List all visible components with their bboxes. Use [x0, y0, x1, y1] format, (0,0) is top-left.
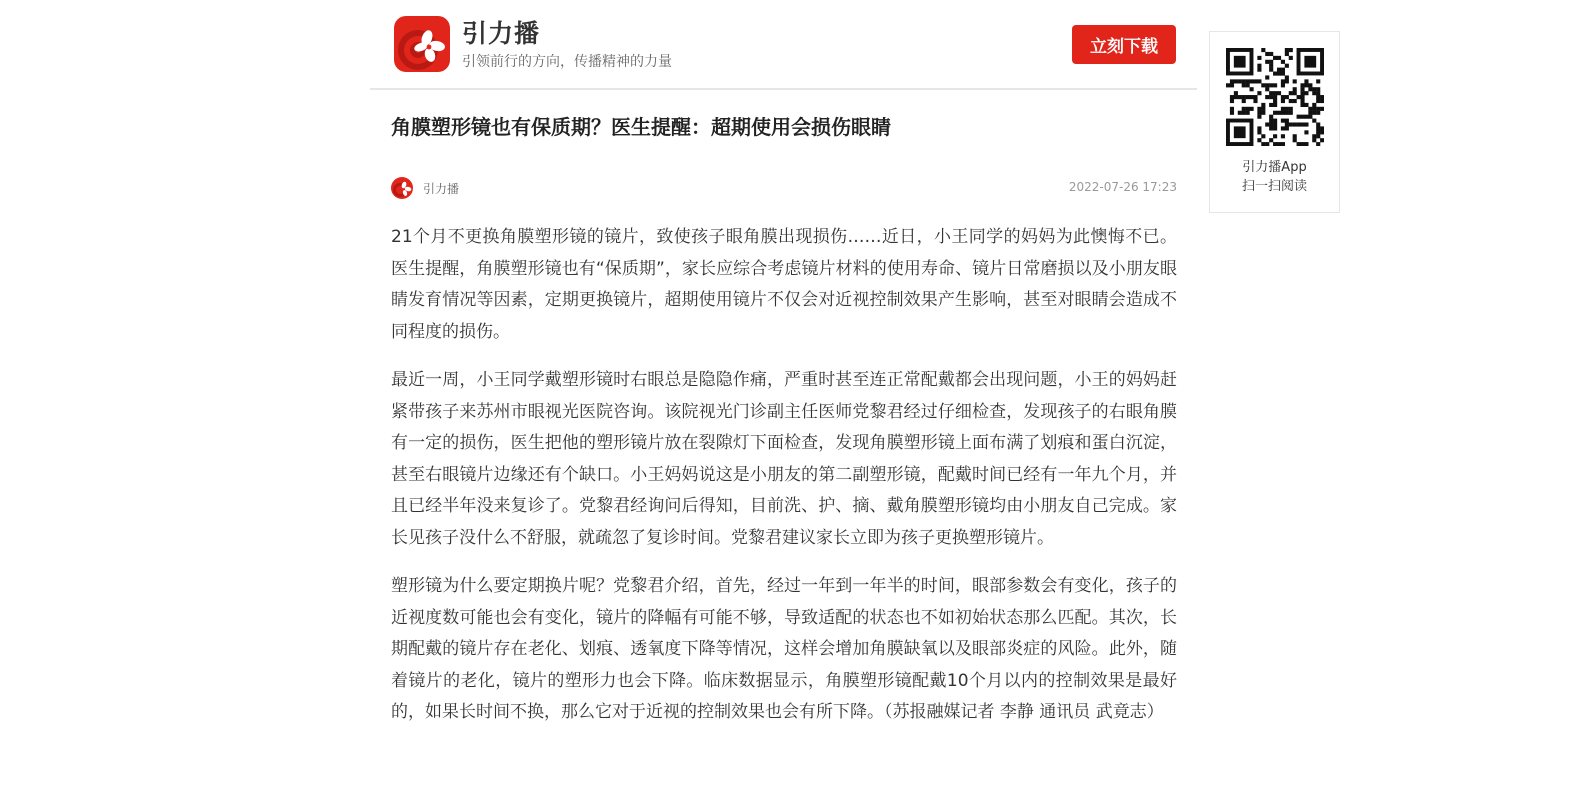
article — [391, 113, 1177, 746]
site-header — [370, 0, 1197, 90]
article-meta — [391, 174, 1177, 204]
article-title: 角膜塑形镜也有保质期？医生提醒：超期使用会损伤眼睛 — [391, 115, 891, 139]
qr-code-icon — [1226, 48, 1324, 146]
brand-name: 引力播 — [462, 19, 541, 48]
author-avatar[interactable] — [391, 177, 413, 199]
app-qr-panel — [1209, 31, 1340, 213]
publish-time: 2022-07-26 17:23 — [1068, 180, 1177, 194]
qr-scan-hint: 扫一扫阅读 — [1241, 179, 1307, 194]
author-name[interactable]: 引力播 — [423, 182, 460, 196]
brand-slogan: 引领前行的方向，传播精神的力量 — [462, 54, 672, 70]
article-paragraph: 塑形镜为什么要定期换片呢？党黎君介绍，首先，经过一年到一年半的时间，眼部参数会有变化，孩子的近视度数可能也会有变化，镜片的降幅有可能不够，导致适配的状态也不如初始状态那么匹配。其次，长期配戴的镜片存在老化、划痕、透氧度下降等情况，这样会增加角膜缺氧以及眼部炎症的风险。此外，随着镜片的老化，镜片的塑形力也会下降。临床数据显示，角膜塑形镜配戴10个月以内的控制效果是最好的，如果长时间不换，那么它对于近视的控制效果也会有所下降。（苏报融媒记者 李静 通讯员 武竟志） — [391, 576, 1177, 722]
article-body — [391, 222, 1177, 729]
article-paragraph: 21个月不更换角膜塑形镜的镜片，致使孩子眼角膜出现损伤……近日，小王同学的妈妈为此懊悔不已。医生提醒，角膜塑形镜也有“保质期”，家长应综合考虑镜片材料的使用寿命、镜片日常磨损以及小朋友眼睛发育情况等因素，定期更换镜片，超期使用镜片不仅会对近视控制效果产生影响，甚至对眼睛会造成不同程度的损伤。 — [391, 227, 1177, 342]
article-paragraph: 最近一周，小王同学戴塑形镜时右眼总是隐隐作痛，严重时甚至连正常配戴都会出现问题，小王的妈妈赶紧带孩子来苏州市眼视光医院咨询。该院视光门诊副主任医师党黎君经过仔细检查，发现孩子的右眼角膜有一定的损伤，医生把他的塑形镜片放在裂隙灯下面检查，发现角膜塑形镜上面布满了划痕和蛋白沉淀，甚至右眼镜片边缘还有个缺口。小王妈妈说这是小朋友的第二副塑形镜，配戴时间已经有一年九个月，并且已经半年没来复诊了。党黎君经询问后得知，目前洗、护、摘、戴角膜塑形镜均由小朋友自己完成。家长见孩子没什么不舒服，就疏忽了复诊时间。党黎君建议家长立即为孩子更换塑形镜片。 — [391, 370, 1177, 548]
download-button[interactable]: 立刻下载 — [1072, 25, 1176, 64]
yinliboao-logo-icon[interactable] — [394, 16, 450, 72]
qr-app-name: 引力播App — [1242, 160, 1307, 175]
